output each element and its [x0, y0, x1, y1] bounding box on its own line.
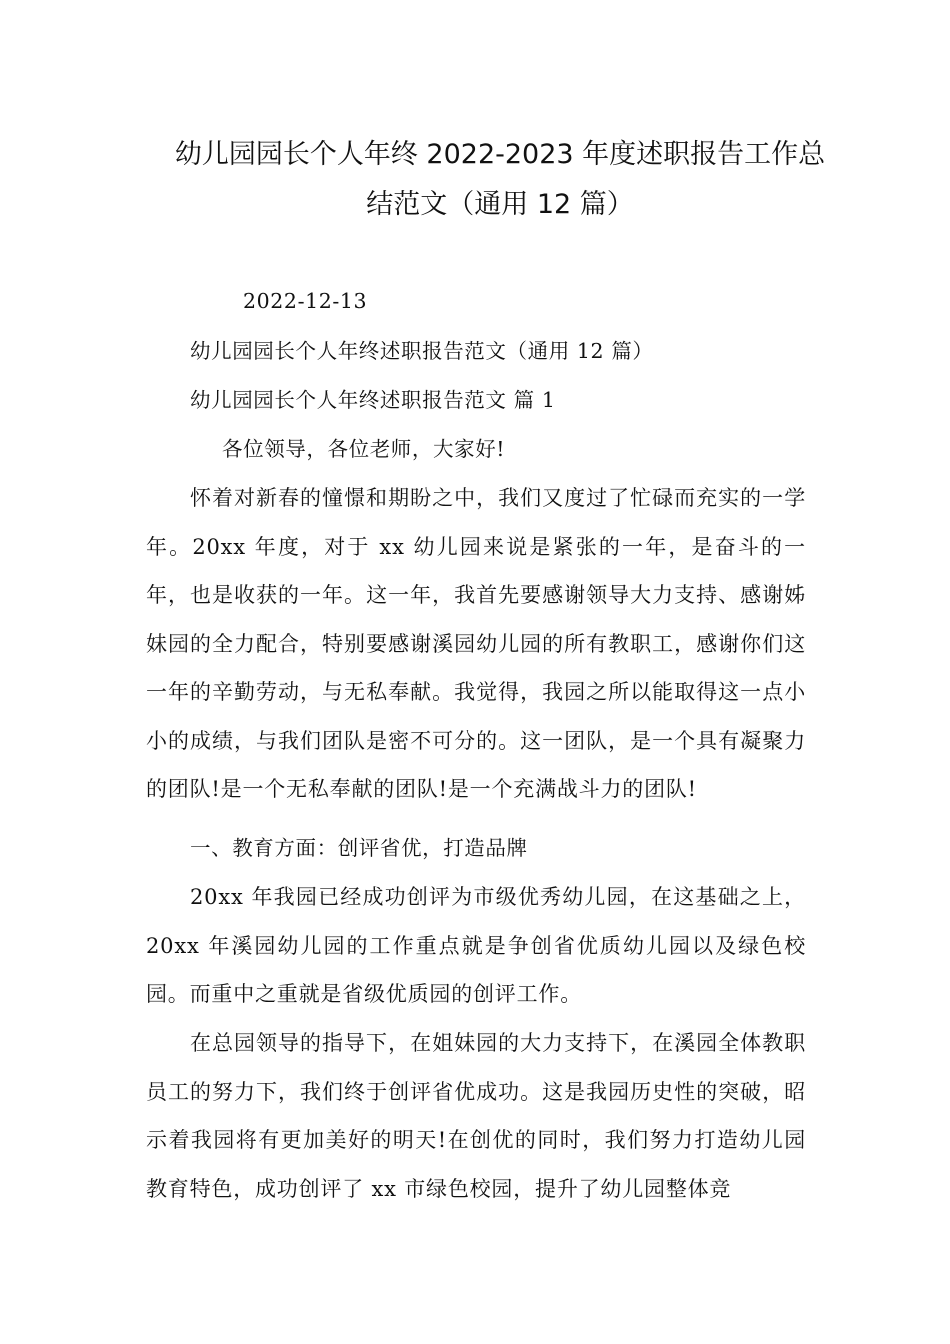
document-title	[150, 130, 850, 230]
section-heading: 幼儿园园长个人年终述职报告范文 篇 1	[190, 388, 556, 412]
paragraph-3: 在总园领导的指导下，在姐妹园的大力支持下，在溪园全体教职员工的努力下，我们终于创评省优成功。这是我园历史性的突破，昭示着我园将有更加美好的明天!在创优的同时，我们努力打造幼儿园教育特色，成功创评了 xx 市绿色校园，提升了幼儿园整体竞	[146, 1031, 806, 1201]
title-line-1: 幼儿园园长个人年终 2022-2023 年度述职报告工作总	[174, 139, 826, 170]
document-date: 2022-12-13	[243, 289, 368, 313]
title-line-2: 结范文（通用 12 篇）	[366, 189, 634, 220]
document-subtitle: 幼儿园园长个人年终述职报告范文（通用 12 篇）	[190, 339, 654, 363]
greeting: 各位领导，各位老师，大家好!	[222, 437, 506, 461]
paragraph-1: 怀着对新春的憧憬和期盼之中，我们又度过了忙碌而充实的一学年。20xx 年度，对于 xx 幼儿园来说是紧张的一年，是奋斗的一年，也是收获的一年。这一年，我首先要感谢领导大力支持、感谢姊妹园的全力配合，特别要感谢溪园幼儿园的所有教职工，感谢你们这一年的辛勤劳动，与无私奉献。我觉得，我园之所以能取得这一点小小的成绩，与我们团队是密不可分的。这一团队，是一个具有凝聚力的团队!是一个无私奉献的团队!是一个充满战斗力的团队!	[146, 486, 806, 801]
paragraph-2: 20xx 年我园已经成功创评为市级优秀幼儿园，在这基础之上，20xx 年溪园幼儿园的工作重点就是争创省优质幼儿园以及绿色校园。而重中之重就是省级优质园的创评工作。	[146, 885, 806, 1006]
section-heading-education: 一、教育方面：创评省优，打造品牌	[190, 836, 528, 860]
